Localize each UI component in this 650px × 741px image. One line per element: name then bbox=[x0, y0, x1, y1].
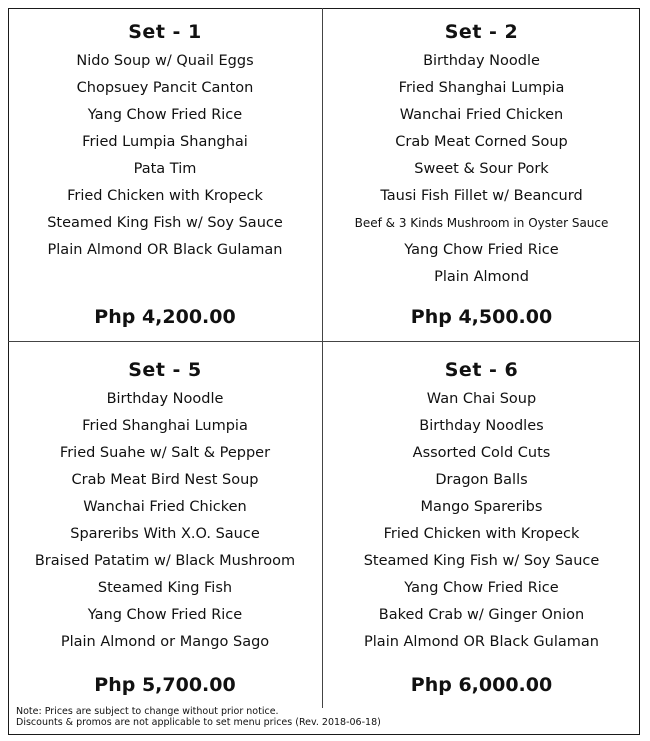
menu-item: Pata Tim bbox=[133, 161, 197, 177]
menu-item: Wan Chai Soup bbox=[426, 391, 537, 407]
set-1-title: Set - 1 bbox=[128, 21, 202, 43]
menu-item: Fried Suahe w/ Salt & Pepper bbox=[59, 445, 271, 461]
set-5-title: Set - 5 bbox=[128, 359, 202, 381]
set-2-card bbox=[323, 8, 640, 328]
set-2-title: Set - 2 bbox=[444, 21, 519, 43]
menu-item: Plain Almond or Mango Sago bbox=[60, 634, 270, 650]
menu-item: Birthday Noodles bbox=[419, 418, 544, 434]
menu-item: Wanchai Fried Chicken bbox=[399, 107, 564, 123]
menu-item: Yang Chow Fried Rice bbox=[404, 580, 559, 596]
menu-item: Plain Almond bbox=[434, 269, 529, 285]
menu-item: Yang Chow Fried Rice bbox=[87, 107, 243, 123]
set-1-price: Php 4,200.00 bbox=[94, 306, 236, 328]
set-1-card bbox=[8, 8, 322, 328]
menu-item: Tausi Fish Fillet w/ Beancurd bbox=[380, 188, 583, 204]
menu-item: Steamed King Fish w/ Soy Sauce bbox=[363, 553, 600, 569]
set-5-price: Php 5,700.00 bbox=[94, 674, 236, 696]
menu-item: Yang Chow Fried Rice bbox=[87, 607, 243, 623]
menu-item: Chopsuey Pancit Canton bbox=[76, 80, 254, 96]
set-6-title: Set - 6 bbox=[444, 359, 519, 381]
menu-item: Birthday Noodle bbox=[423, 53, 540, 69]
menu-item: Sweet & Sour Pork bbox=[414, 161, 549, 177]
menu-item: Spareribs With X.O. Sauce bbox=[70, 526, 260, 542]
menu-item: Nido Soup w/ Quail Eggs bbox=[76, 53, 254, 69]
menu-item: Plain Almond OR Black Gulaman bbox=[364, 634, 599, 650]
price-note bbox=[16, 706, 616, 728]
menu-item: Yang Chow Fried Rice bbox=[404, 242, 559, 258]
menu-item: Fried Chicken with Kropeck bbox=[67, 188, 263, 204]
set-5-items bbox=[8, 386, 322, 656]
set-6-price: Php 6,000.00 bbox=[410, 674, 553, 696]
menu-item: Wanchai Fried Chicken bbox=[83, 499, 247, 515]
set-1-items bbox=[8, 48, 322, 264]
menu-item: Steamed King Fish w/ Soy Sauce bbox=[47, 215, 283, 231]
menu-item: Crab Meat Corned Soup bbox=[395, 134, 568, 150]
note-line-2: Discounts & promos are not applicable to set menu prices (Rev. 2018-06-18) bbox=[16, 717, 381, 728]
set-5-card bbox=[8, 342, 322, 696]
menu-item: Baked Crab w/ Ginger Onion bbox=[378, 607, 585, 623]
menu-item: Crab Meat Bird Nest Soup bbox=[71, 472, 259, 488]
menu-item: Steamed King Fish bbox=[97, 580, 233, 596]
set-2-items bbox=[323, 48, 640, 291]
menu-item: Mango Spareribs bbox=[420, 499, 543, 515]
menu-item: Plain Almond OR Black Gulaman bbox=[47, 242, 283, 258]
menu-item: Birthday Noodle bbox=[106, 391, 224, 407]
menu-item: Fried Lumpia Shanghai bbox=[82, 134, 248, 150]
menu-item: Fried Shanghai Lumpia bbox=[82, 418, 248, 434]
note-line-1: Note: Prices are subject to change without prior notice. bbox=[16, 706, 279, 717]
set-6-card bbox=[323, 342, 640, 696]
menu-item: Fried Chicken with Kropeck bbox=[383, 526, 580, 542]
menu-item: Dragon Balls bbox=[435, 472, 528, 488]
set-2-price: Php 4,500.00 bbox=[410, 306, 553, 328]
menu-item: Assorted Cold Cuts bbox=[412, 445, 551, 461]
set-6-items bbox=[323, 386, 640, 656]
menu-item: Braised Patatim w/ Black Mushroom bbox=[34, 553, 296, 569]
menu-item: Fried Shanghai Lumpia bbox=[398, 80, 565, 96]
menu-item: Beef & 3 Kinds Mushroom in Oyster Sauce bbox=[354, 216, 609, 230]
